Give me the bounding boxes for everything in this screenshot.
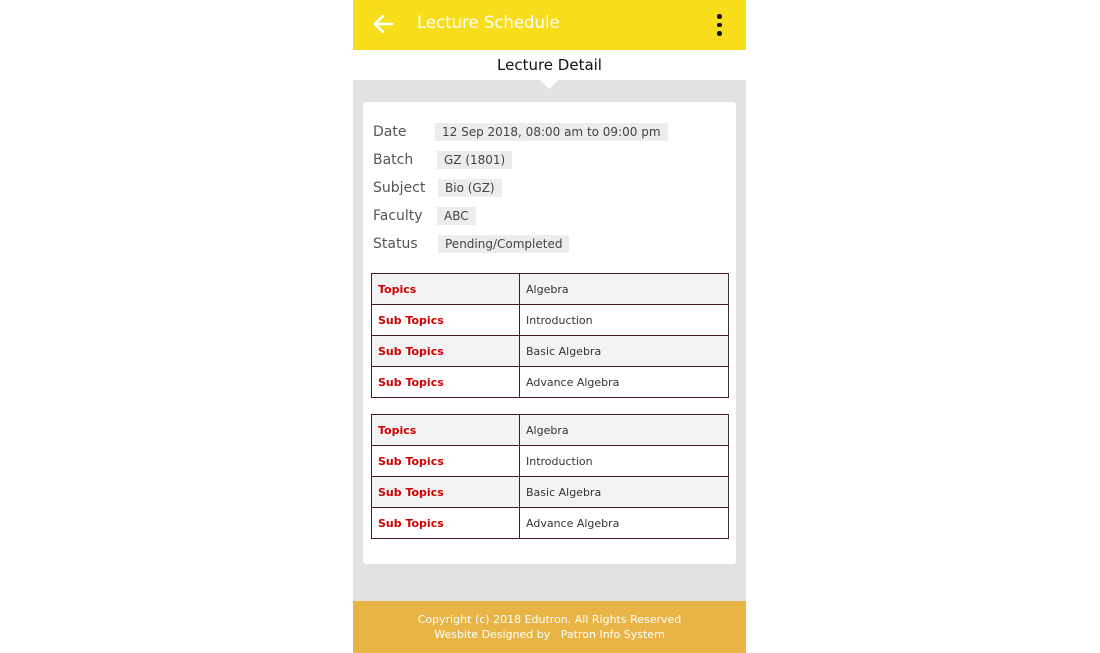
table-row — [372, 336, 729, 367]
row-key: Sub Topics — [372, 305, 520, 336]
row-key: Topics — [372, 415, 520, 446]
back-arrow-icon[interactable] — [372, 13, 394, 35]
detail-label: Batch — [373, 152, 414, 168]
table-row — [372, 367, 729, 398]
row-value: Advance Algebra — [520, 508, 729, 539]
row-key: Sub Topics — [372, 336, 520, 367]
row-value: Basic Algebra — [520, 477, 729, 508]
table-row — [372, 274, 729, 305]
copyright-text: Copyright (c) 2018 Edutron. All Rights Reserved — [417, 613, 682, 626]
topics-table — [371, 273, 729, 398]
section-tab — [353, 50, 746, 80]
table-row — [372, 305, 729, 336]
page-title: Lecture Schedule — [417, 13, 560, 32]
table-row — [372, 508, 729, 539]
row-value: Algebra — [520, 415, 729, 446]
table-row — [372, 415, 729, 446]
row-value: Introduction — [520, 446, 729, 477]
more-vertical-icon[interactable] — [713, 12, 725, 40]
app-screen — [353, 0, 746, 653]
detail-value: GZ (1801) — [437, 151, 512, 169]
lecture-detail-card — [363, 102, 736, 564]
detail-value: Bio (GZ) — [438, 179, 502, 197]
designed-by-text: Wesbite Designed by Patron Info System — [434, 628, 665, 641]
detail-value: Pending/Completed — [438, 235, 569, 253]
row-key: Sub Topics — [372, 446, 520, 477]
table-row — [372, 477, 729, 508]
row-value: Introduction — [520, 305, 729, 336]
app-bar — [353, 0, 746, 50]
detail-label: Status — [373, 236, 418, 252]
detail-label: Date — [373, 124, 407, 140]
footer — [353, 601, 746, 653]
row-value: Algebra — [520, 274, 729, 305]
row-key: Sub Topics — [372, 508, 520, 539]
table-row — [372, 446, 729, 477]
detail-label: Faculty — [373, 208, 423, 224]
row-key: Sub Topics — [372, 477, 520, 508]
row-key: Sub Topics — [372, 367, 520, 398]
detail-value: 12 Sep 2018, 08:00 am to 09:00 pm — [435, 123, 668, 141]
tab-indicator — [540, 80, 558, 89]
row-value: Basic Algebra — [520, 336, 729, 367]
detail-label: Subject — [373, 180, 426, 196]
row-key: Topics — [372, 274, 520, 305]
detail-value: ABC — [437, 207, 476, 225]
topics-table — [371, 414, 729, 539]
section-title: Lecture Detail — [497, 56, 602, 74]
row-value: Advance Algebra — [520, 367, 729, 398]
